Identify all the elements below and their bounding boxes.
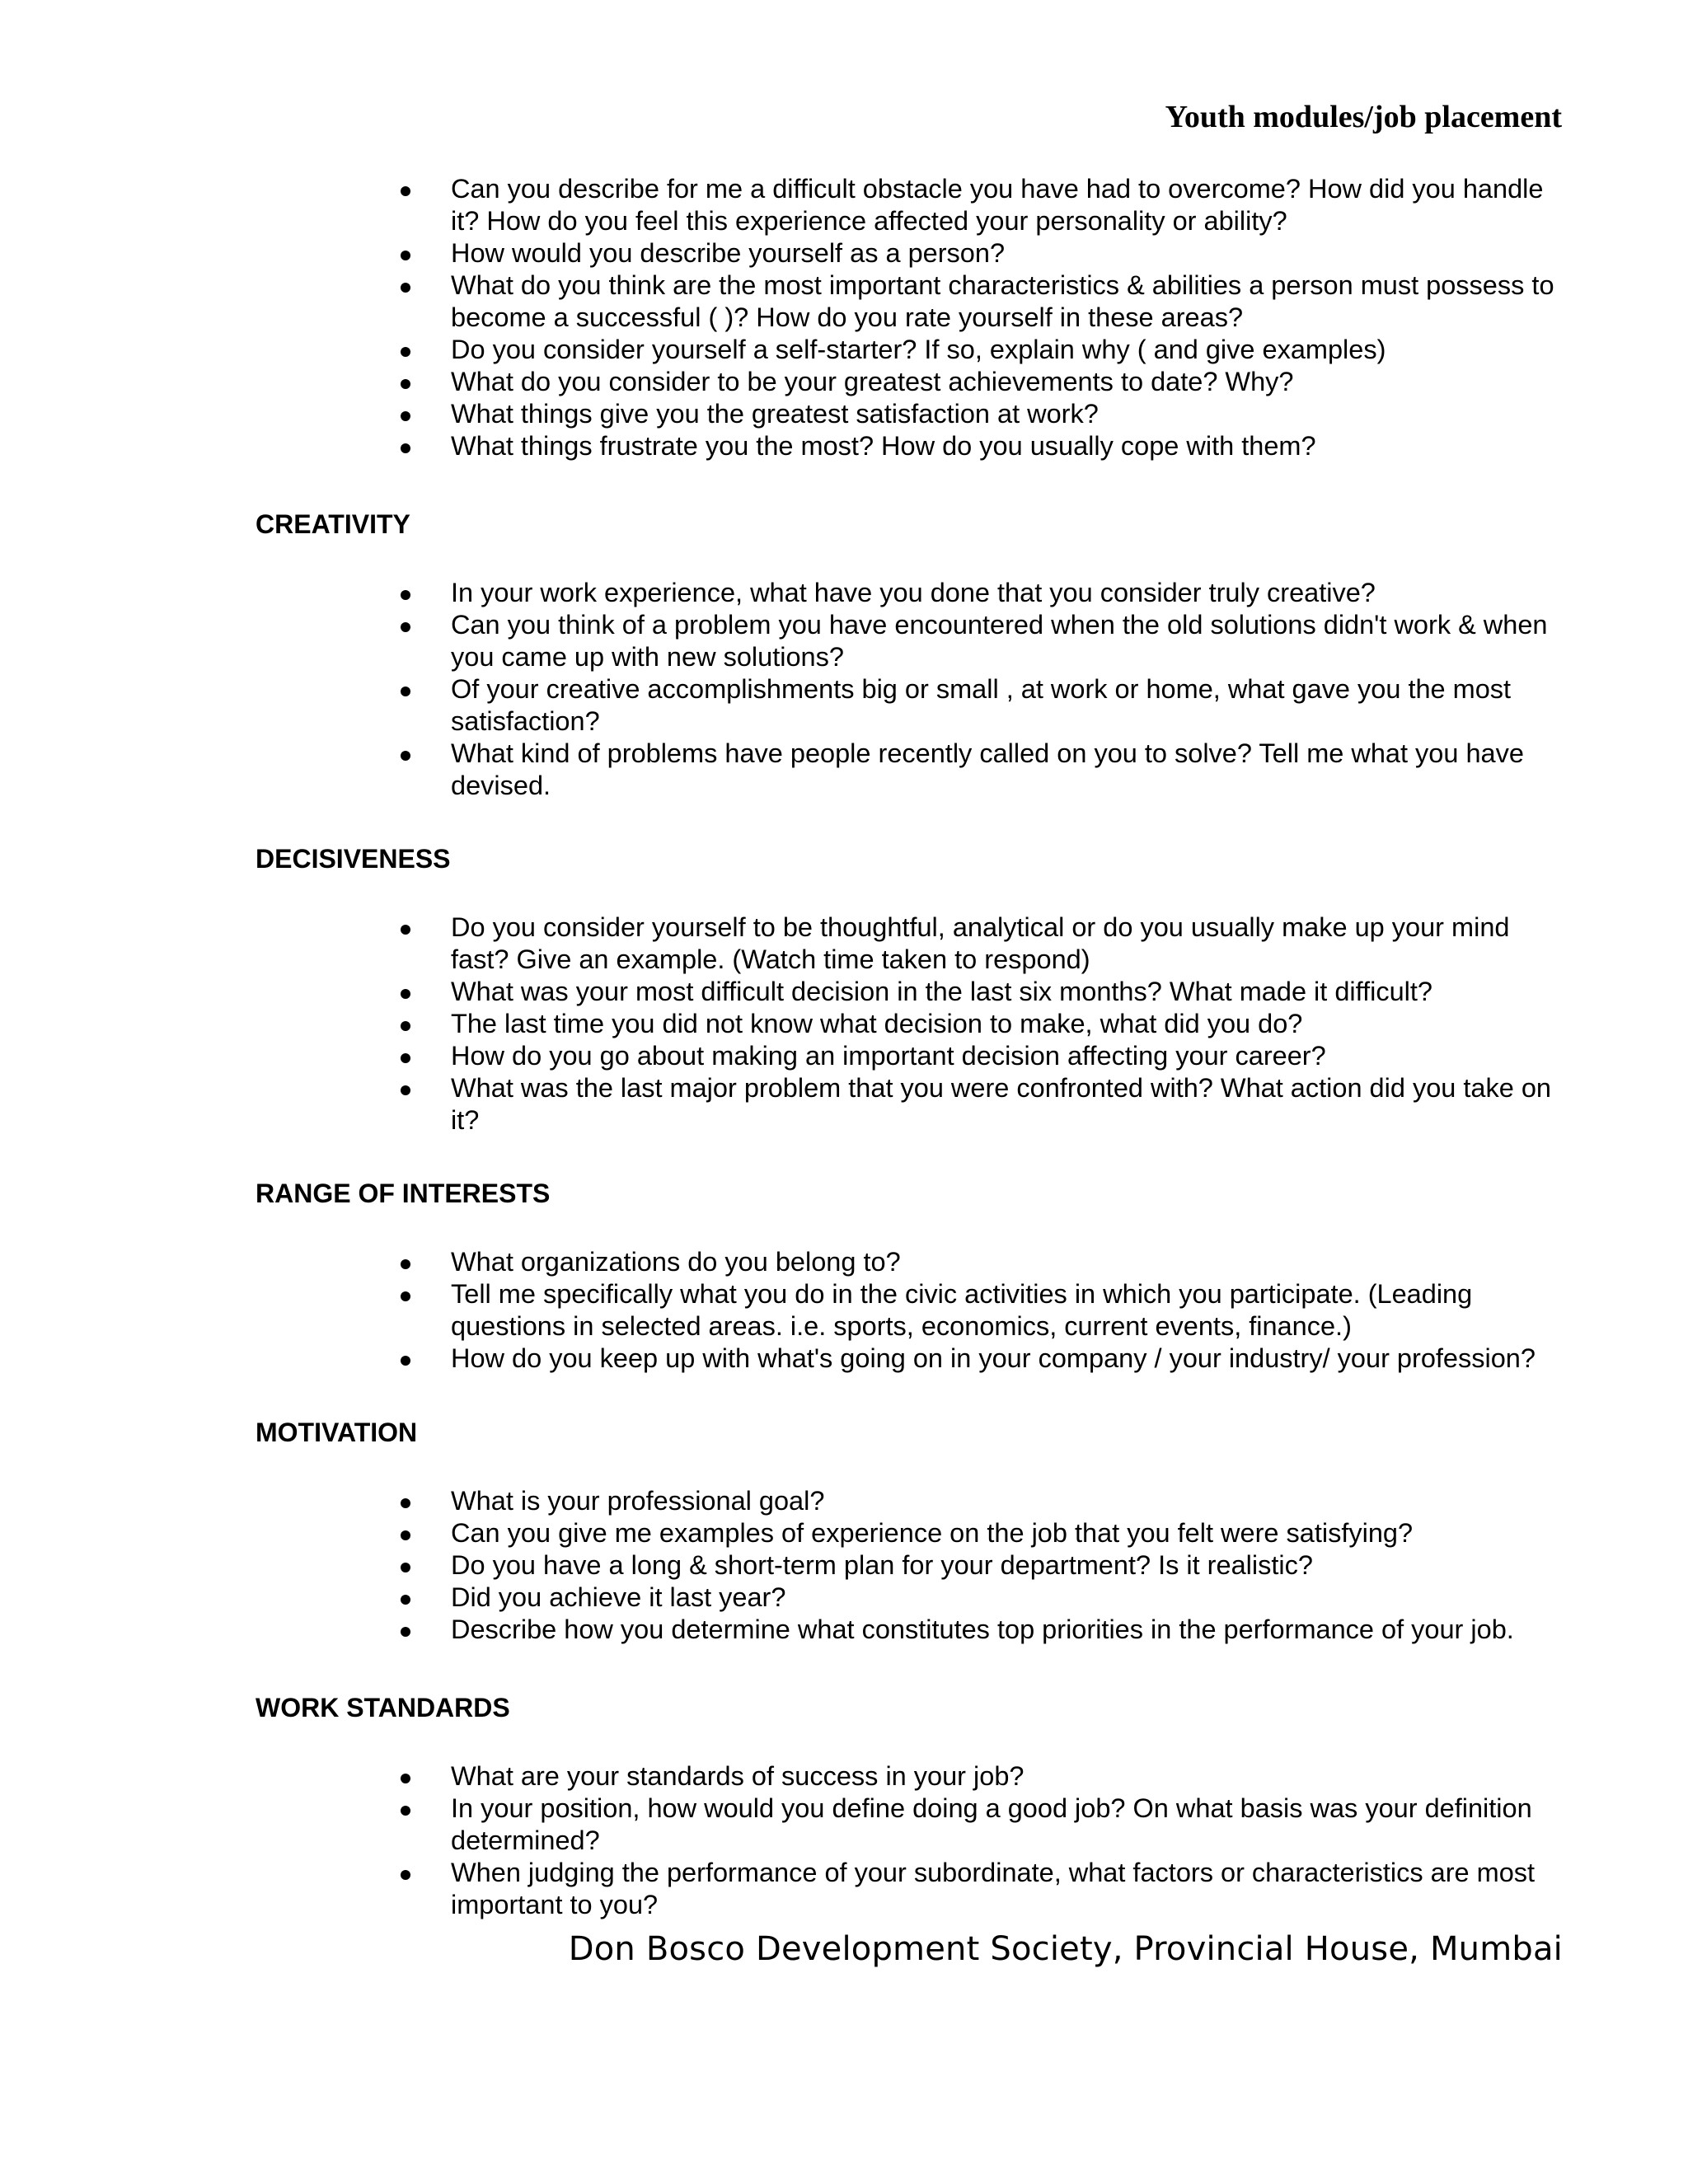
list-item-text: What do you consider to be your greatest achievements to date? Why?	[451, 367, 1294, 396]
list-item-text: Do you consider yourself a self-starter? If so, explain why ( and give examples)	[451, 335, 1386, 364]
list-item	[0, 1614, 1572, 1646]
list-item-text: Do you have a long & short-term plan for your department? Is it realistic?	[451, 1550, 1313, 1580]
list-item	[0, 334, 1572, 366]
bullet-icon	[401, 411, 410, 421]
section-heading: WORK STANDARDS	[256, 1693, 510, 1722]
list-item-text: How would you describe yourself as a person?	[451, 238, 1006, 268]
list-item	[0, 976, 1572, 1008]
decisiveness-question-list	[0, 912, 1688, 1137]
list-item-text: When judging the performance of your subordinate, what factors or characteristics are most important to you?	[451, 1858, 1536, 1919]
list-item	[0, 1793, 1572, 1857]
bullet-icon	[401, 1053, 410, 1063]
page-footer: Don Bosco Development Society, Provincial House, Mumbai	[568, 1930, 1563, 1968]
list-item-text: What was the last major problem that you were confronted with? What action did you take on it?	[451, 1073, 1551, 1135]
list-item	[0, 1246, 1572, 1278]
page-header-title: Youth modules/job placement	[1165, 100, 1562, 134]
list-item-text: Can you describe for me a difficult obstacle you have had to overcome? How did you handle it? How do you feel this experience affected your personality or ability?	[451, 174, 1544, 236]
bullet-icon	[401, 989, 410, 999]
list-item	[0, 366, 1572, 398]
list-item	[0, 1485, 1572, 1517]
list-item	[0, 1582, 1572, 1614]
list-item-text: Tell me specifically what you do in the civic activities in which you participate. (Leading questions in selected areas. i.e. sports, economics, current events, finance.)	[451, 1279, 1473, 1341]
list-item	[0, 1760, 1572, 1793]
list-item-text: The last time you did not know what decision to make, what did you do?	[451, 1009, 1303, 1038]
section-heading: RANGE OF INTERESTS	[256, 1179, 551, 1208]
list-item-text: What things give you the greatest satisfaction at work?	[451, 399, 1099, 429]
list-item-text: Describe how you determine what constitutes top priorities in the performance of your job.	[451, 1615, 1514, 1644]
work-standards-question-list	[0, 1760, 1688, 1921]
list-item-text: Of your creative accomplishments big or small , at work or home, what gave you the most satisfaction?	[451, 674, 1512, 736]
list-item	[0, 398, 1572, 430]
list-item	[0, 1008, 1572, 1040]
creativity-question-list	[0, 577, 1688, 802]
list-item	[0, 912, 1572, 976]
bullet-icon	[401, 1259, 410, 1269]
list-item-text: What is your professional goal?	[451, 1486, 825, 1516]
bullet-icon	[401, 251, 410, 260]
list-item	[0, 430, 1572, 462]
list-item	[0, 1549, 1572, 1582]
bullet-icon	[401, 1806, 410, 1816]
list-item-text: In your work experience, what have you done that you consider truly creative?	[451, 578, 1376, 607]
bullet-icon	[401, 1021, 410, 1031]
bullet-icon	[401, 1774, 410, 1783]
list-item	[0, 609, 1572, 673]
list-item-text: Can you give me examples of experience on the job that you felt were satisfying?	[451, 1518, 1414, 1548]
bullet-icon	[401, 1595, 410, 1605]
list-item-text: How do you keep up with what's going on in your company / your industry/ your profession?	[451, 1343, 1536, 1373]
list-item-text: How do you go about making an important decision affecting your career?	[451, 1041, 1326, 1071]
bullet-icon	[401, 751, 410, 761]
bullet-icon	[401, 1563, 410, 1572]
list-item	[0, 1278, 1572, 1343]
bullet-icon	[401, 1627, 410, 1637]
bullet-icon	[401, 443, 410, 453]
list-item-text: Can you think of a problem you have encountered when the old solutions didn't work & when you came up with new solutions?	[451, 610, 1548, 672]
section-heading: DECISIVENESS	[256, 844, 451, 874]
list-item	[0, 673, 1572, 738]
list-item-text: Did you achieve it last year?	[451, 1582, 786, 1612]
list-item	[0, 269, 1572, 334]
bullet-icon	[401, 1356, 410, 1366]
bullet-icon	[401, 1870, 410, 1880]
list-item	[0, 173, 1572, 237]
bullet-icon	[401, 283, 410, 293]
list-item	[0, 1857, 1572, 1921]
bullet-icon	[401, 925, 410, 935]
list-item-text: Do you consider yourself to be thoughtful, analytical or do you usually make up your mind fast? Give an example. (Watch time taken to respond)	[451, 912, 1510, 974]
bullet-icon	[401, 1085, 410, 1095]
list-item	[0, 1517, 1572, 1549]
bullet-icon	[401, 590, 410, 600]
list-item-text: In your position, how would you define doing a good job? On what basis was your definition determined?	[451, 1793, 1532, 1855]
bullet-icon	[401, 347, 410, 357]
list-item	[0, 237, 1572, 269]
section-heading: CREATIVITY	[256, 509, 410, 539]
bullet-icon	[401, 379, 410, 389]
bullet-icon	[401, 687, 410, 696]
bullet-icon	[401, 622, 410, 632]
section-heading: MOTIVATION	[256, 1418, 418, 1447]
list-item	[0, 738, 1572, 802]
list-item	[0, 577, 1572, 609]
list-item-text: What are your standards of success in your job?	[451, 1761, 1025, 1791]
intro-question-list	[0, 173, 1688, 462]
list-item	[0, 1343, 1572, 1375]
bullet-icon	[401, 1530, 410, 1540]
list-item-text: What things frustrate you the most? How do you usually cope with them?	[451, 431, 1316, 461]
list-item	[0, 1072, 1572, 1137]
list-item-text: What was your most difficult decision in the last six months? What made it difficult?	[451, 977, 1432, 1006]
motivation-question-list	[0, 1485, 1688, 1646]
bullet-icon	[401, 186, 410, 196]
list-item-text: What do you think are the most important characteristics & abilities a person must possess to become a successful ( )? How do you rate yourself in these areas?	[451, 270, 1554, 332]
interests-question-list	[0, 1246, 1688, 1375]
bullet-icon	[401, 1291, 410, 1301]
list-item	[0, 1040, 1572, 1072]
list-item-text: What kind of problems have people recently called on you to solve? Tell me what you have devised.	[451, 738, 1524, 800]
bullet-icon	[401, 1498, 410, 1508]
list-item-text: What organizations do you belong to?	[451, 1247, 901, 1277]
